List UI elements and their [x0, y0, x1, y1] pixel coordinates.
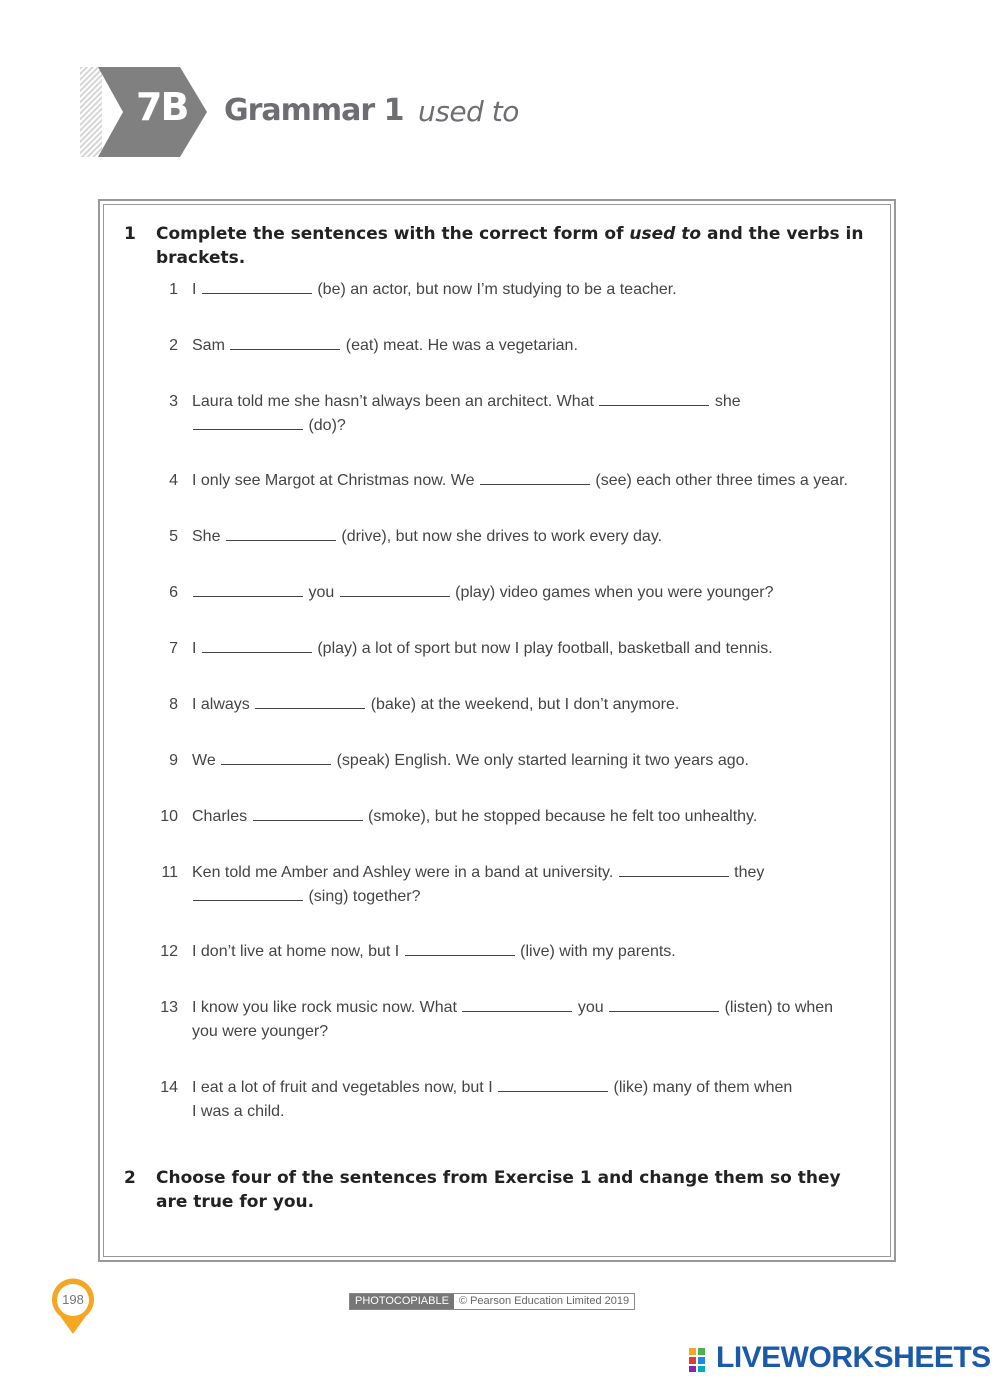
exercise-1-instruction: [156, 222, 876, 270]
sentence-text: She: [192, 528, 225, 545]
item-number: 1: [169, 281, 178, 298]
sentence-text: I don’t live at home now, but I: [192, 943, 404, 960]
sentence-text: I only see Margot at Christmas now. We: [192, 472, 479, 489]
sentence-text: I was a child.: [192, 1103, 285, 1120]
item-sentence: [192, 749, 872, 773]
item-sentence: [192, 581, 872, 605]
sentence-text: you: [304, 584, 339, 601]
answer-blank[interactable]: [226, 525, 336, 541]
item-number: 14: [160, 1079, 178, 1096]
instruction-text-after: and the verbs in brackets.: [156, 224, 864, 268]
answer-blank[interactable]: [202, 637, 312, 653]
item-number: 8: [169, 696, 178, 713]
sentence-text: I: [192, 640, 201, 657]
exercise-2-number: 2: [124, 1168, 136, 1188]
sentence-text: Laura told me she hasn’t always been an architect. What: [192, 393, 599, 410]
item-sentence: [192, 334, 872, 358]
item-number: 10: [160, 808, 178, 825]
page-header: [80, 67, 680, 157]
sentence-text: you: [573, 999, 609, 1016]
sentence-text: Ken told me Amber and Ashley were in a band at university.: [192, 864, 618, 881]
item-sentence: [192, 637, 872, 661]
answer-blank[interactable]: [405, 940, 515, 956]
liveworksheets-brand: LIVEWORKSHEETS: [716, 1341, 991, 1374]
item-sentence: [192, 390, 872, 438]
sentence-text: (play) a lot of sport but now I play football, basketball and tennis.: [312, 640, 773, 657]
sentence-text: she: [710, 393, 741, 410]
item-sentence: [192, 525, 872, 549]
exercise-2-instruction: Choose four of the sentences from Exercise 1 and change them so they are true for you.: [156, 1168, 841, 1212]
item-sentence: [192, 278, 872, 302]
answer-blank[interactable]: [599, 390, 709, 406]
answer-blank[interactable]: [230, 334, 340, 350]
sentence-text: I eat a lot of fruit and vegetables now, but I: [192, 1079, 498, 1096]
liveworksheets-icon: [688, 1347, 716, 1373]
sentence-text: We: [192, 752, 221, 769]
copyright-box: [349, 1293, 635, 1310]
answer-blank[interactable]: [193, 885, 303, 901]
sentence-text: (live) with my parents.: [515, 943, 676, 960]
answer-blank[interactable]: [255, 693, 365, 709]
answer-blank[interactable]: [221, 749, 331, 765]
sentence-text: I know you like rock music now. What: [192, 999, 462, 1016]
answer-blank[interactable]: [193, 581, 303, 597]
sentence-text: (speak) English. We only started learning it two years ago.: [332, 752, 749, 769]
page-number-pin-icon: [50, 1278, 96, 1336]
item-number: 12: [160, 943, 178, 960]
instruction-text-italic: used to: [629, 224, 702, 244]
answer-blank[interactable]: [253, 805, 363, 821]
item-number: 7: [169, 640, 178, 657]
sentence-text: (do)?: [304, 417, 346, 434]
item-sentence: [192, 1076, 872, 1124]
answer-blank[interactable]: [609, 996, 719, 1012]
sentence-text: (smoke), but he stopped because he felt too unhealthy.: [363, 808, 758, 825]
item-number: 9: [169, 752, 178, 769]
sentence-text: (like) many of them when: [609, 1079, 793, 1096]
sentence-text: (see) each other three times a year.: [590, 472, 848, 489]
item-number: 3: [169, 393, 178, 410]
item-number: 6: [169, 584, 178, 601]
item-sentence: [192, 940, 872, 964]
answer-blank[interactable]: [619, 861, 729, 877]
answer-blank[interactable]: [480, 469, 590, 485]
page-number: 198: [62, 1292, 84, 1307]
item-number: 5: [169, 528, 178, 545]
item-number: 13: [160, 999, 178, 1016]
answer-blank[interactable]: [498, 1076, 608, 1092]
sentence-text: Charles: [192, 808, 252, 825]
page-subtitle: used to: [418, 95, 519, 128]
sentence-text: (sing) together?: [304, 888, 421, 905]
sentence-text: I: [192, 281, 201, 298]
item-sentence: [192, 469, 872, 493]
instruction-text-before: Complete the sentences with the correct form of: [156, 224, 630, 244]
sentence-text: I always: [192, 696, 255, 713]
item-number: 4: [169, 472, 178, 489]
copyright-text: © Pearson Education Limited 2019: [458, 1295, 630, 1307]
item-number: 2: [169, 337, 178, 354]
answer-blank[interactable]: [202, 278, 312, 294]
answer-blank[interactable]: [462, 996, 572, 1012]
sentence-text: (eat) meat. He was a vegetarian.: [341, 337, 578, 354]
item-sentence: [192, 996, 872, 1044]
item-sentence: [192, 805, 872, 829]
exercise-1-number: 1: [124, 224, 136, 244]
unit-code: 7B: [136, 85, 188, 129]
liveworksheets-logo[interactable]: [688, 1341, 991, 1377]
answer-blank[interactable]: [340, 581, 450, 597]
sentence-text: (bake) at the weekend, but I don’t anymore.: [366, 696, 680, 713]
sentence-text: they: [729, 864, 765, 881]
item-number: 11: [161, 864, 178, 881]
sentence-text: (listen) to when: [720, 999, 834, 1016]
sentence-text: (play) video games when you were younger?: [450, 584, 774, 601]
answer-blank[interactable]: [193, 414, 303, 430]
sentence-text: Sam: [192, 337, 230, 354]
sentence-text: (be) an actor, but now I’m studying to be a teacher.: [312, 281, 677, 298]
item-sentence: [192, 861, 872, 909]
item-sentence: [192, 693, 872, 717]
page-title: Grammar 1: [224, 93, 404, 128]
photocopiable-label: PHOTOCOPIABLE: [350, 1294, 454, 1309]
sentence-text: (drive), but now she drives to work every day.: [336, 528, 663, 545]
sentence-text: you were younger?: [192, 1023, 329, 1040]
